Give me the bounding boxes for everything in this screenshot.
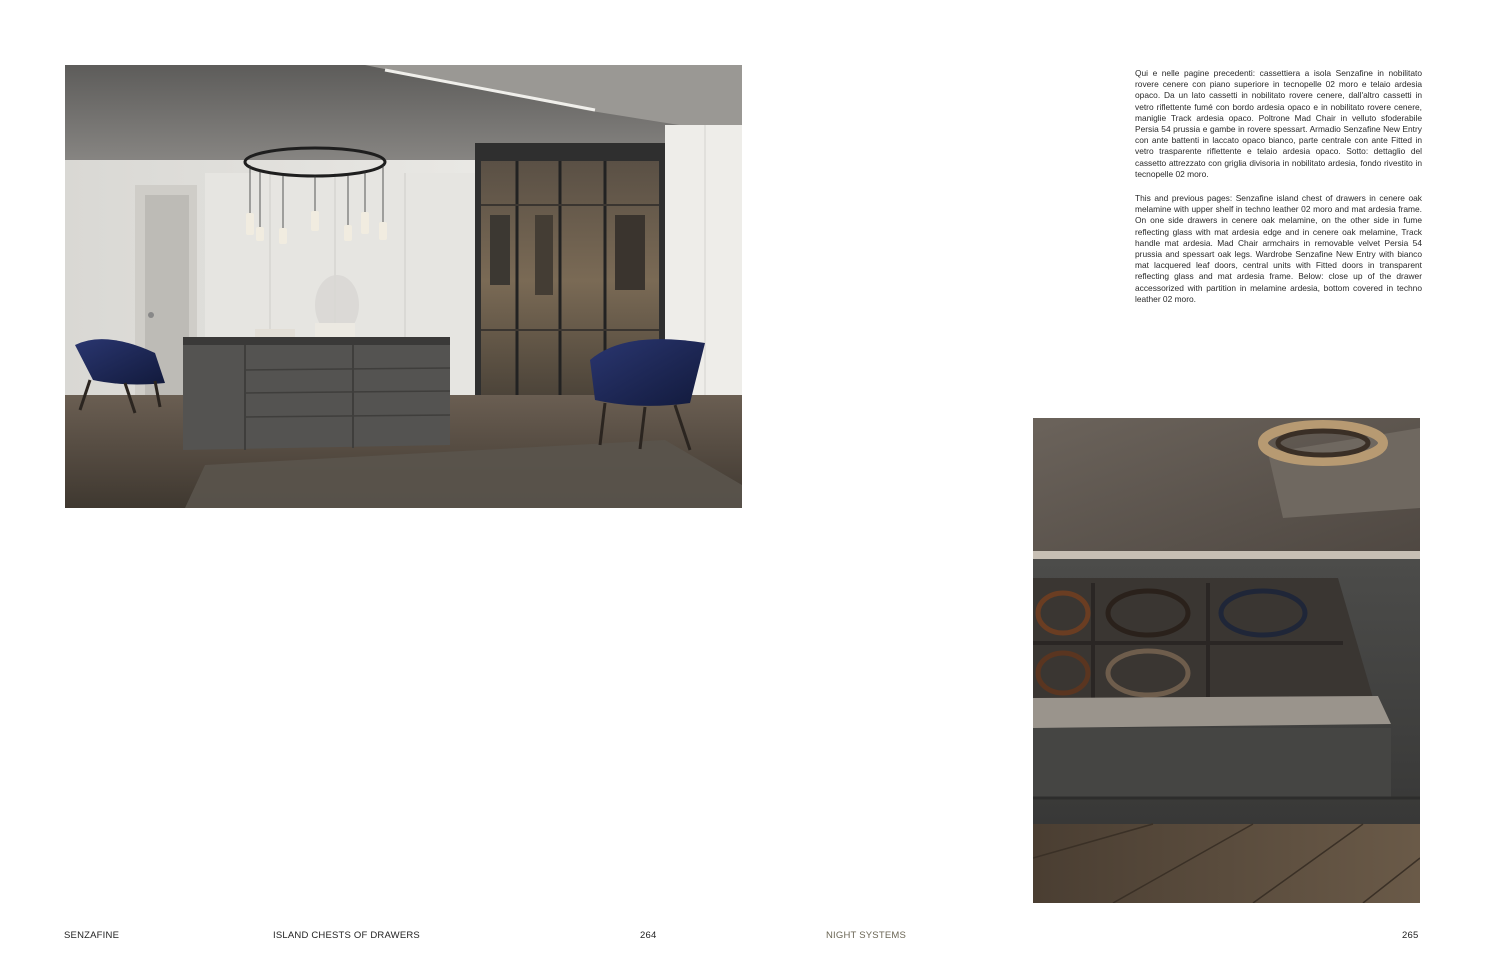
footer-category: NIGHT SYSTEMS	[826, 930, 907, 941]
drawer-detail-photo	[1033, 418, 1420, 903]
walk-in-closet-photo	[65, 65, 742, 508]
caption-italian: Qui e nelle pagine precedenti: cassettiera a isola Senzafine in nobilitato rovere cenere con piano superiore in tecnopelle 02 moro e telaio ardesia opaco. Da un lato cassetti in nobilitato rovere cenere, dall'altro cassetti in vetro riflettente fumé con bordo ardesia opaco e in nobilitato rovere cenere, maniglie Track ardesia opaco. Poltrone Mad Chair in velluto sfoderabile Persia 54 prussia e gambe in rovere spessart. Armadio Senzafine New Entry con ante battenti in laccato opaco bianco, parte centrale con ante Fitted in vetro trasparente riflettente e telaio ardesia opaco. Sotto: dettaglio del cassetto attrezzato con griglia divisoria in nobilitato ardesia, fondo rivestito in tecnopelle 02 moro.	[1135, 68, 1422, 179]
footer-section-title: ISLAND CHESTS OF DRAWERS	[273, 930, 420, 941]
footer-brand: SENZAFINE	[64, 930, 120, 941]
caption-block	[1135, 68, 1422, 318]
page-number-left: 264	[640, 930, 657, 941]
caption-english: This and previous pages: Senzafine island chest of drawers in cenere oak melamine with upper shelf in techno leather 02 moro and mat ardesia frame. On one side drawers in cenere oak melamine, on the other side in fume reflecting glass with mat ardesia edge and in cenere oak melamine, Track handle mat ardesia. Mad Chair armchairs in removable velvet Persia 54 prussia and spessart oak legs. Wardrobe Senzafine New Entry with bianco mat lacquered leaf doors, central units with Fitted doors in transparent reflecting glass and mat ardesia frame. Below: close up of the drawer accessorized with partition in melamine ardesia, bottom covered in techno leather 02 moro.	[1135, 193, 1422, 304]
page-number-right: 265	[1402, 930, 1419, 941]
